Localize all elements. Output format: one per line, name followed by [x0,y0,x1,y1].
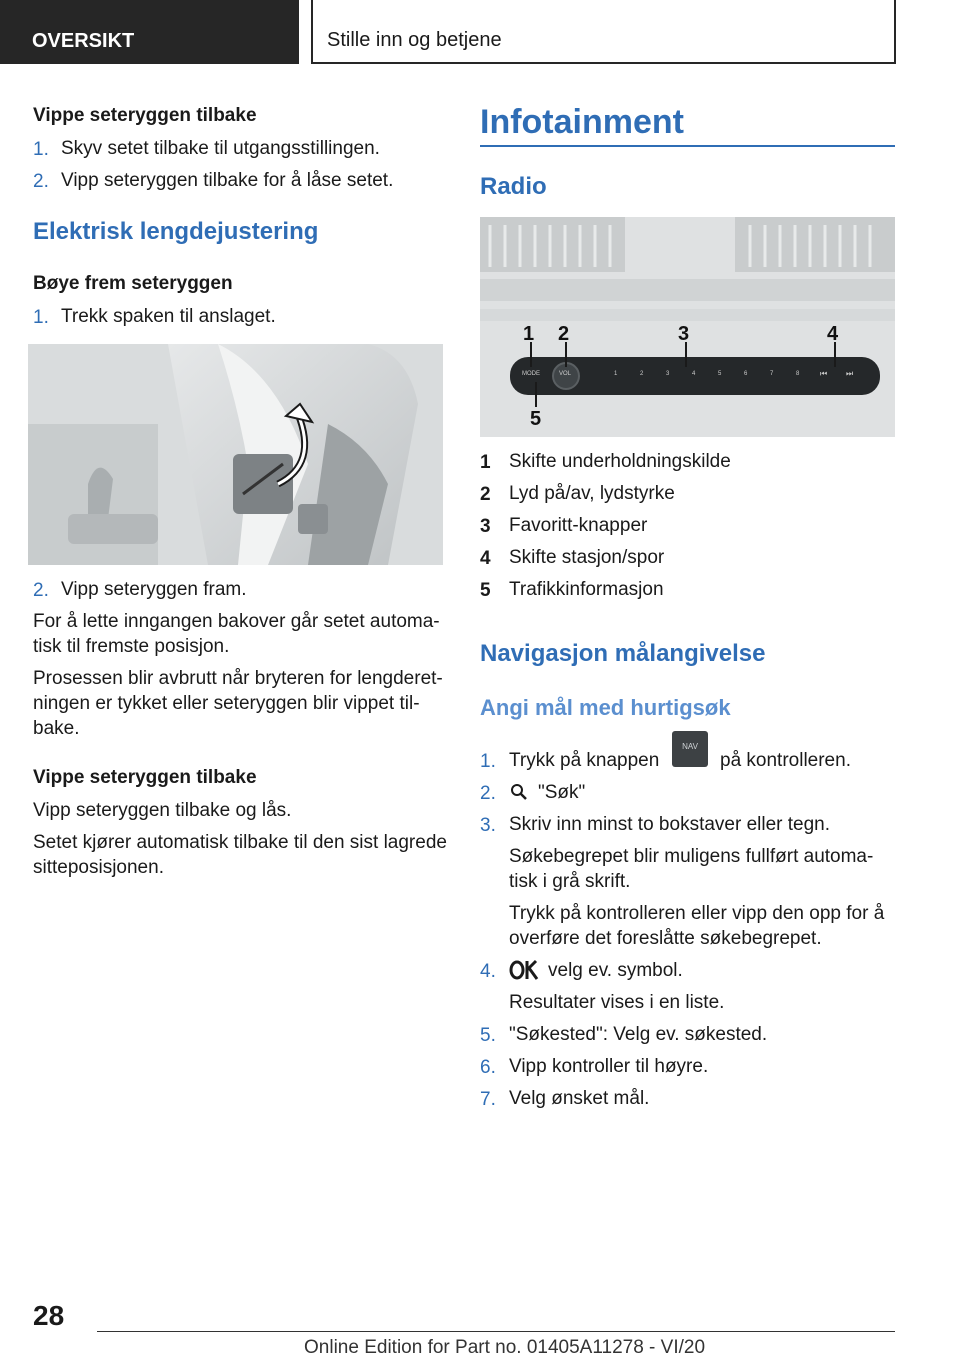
list-number: 1. [480,751,496,772]
list-number: 2. [33,580,49,601]
heading-radio: Radio [480,173,547,200]
mode-button-label: MODE [522,371,540,377]
legend-number: 2 [480,484,491,505]
preset-button: 7 [770,371,774,377]
preset-button: 6 [744,371,748,377]
seat-lever-image [28,344,443,565]
preset-button: 8 [796,371,800,377]
legend-text: Lyd på/av, lydstyrke [509,483,675,504]
legend-number: 5 [480,580,491,601]
legend-number: 1 [480,452,491,473]
list-number: 2. [480,783,496,804]
legend-text: Skifte underholdningskilde [509,451,731,472]
preset-button: 2 [640,371,644,377]
legend-text: Favoritt-knapper [509,515,648,536]
paragraph: Prosessen blir avbrutt når bryteren for lengderet‐ [33,668,443,689]
heading-infotainment: Infotainment [480,103,684,141]
list-item: "Søk" [538,782,586,803]
section-tab: OVERSIKT [0,0,299,64]
list-item: Velg ønsket mål. [509,1088,650,1109]
heading-electric-adjust: Elektrisk lengdejustering [33,218,319,245]
heading-navigation: Navigasjon målangivelse [480,640,766,667]
footer-rule [97,1331,895,1332]
prev-track-icon: ⏮ [820,369,828,378]
legend-text: Skifte stasjon/spor [509,547,665,568]
paragraph: Trykk på kontrolleren eller vipp den opp for å [509,903,885,924]
callout-4: 4 [827,323,839,345]
preset-button: 5 [718,371,722,377]
legend-text: Trafikkinformasjon [509,579,664,600]
preset-button: 1 [614,371,618,377]
list-number: 3. [480,815,496,836]
legend-number: 3 [480,516,491,537]
chapter-title: Stille inn og betjene [311,0,896,64]
callout-3: 3 [678,323,690,345]
callout-5: 5 [530,408,542,430]
preset-button: 4 [692,371,696,377]
list-item: Skriv inn minst to bokstaver eller tegn. [509,814,831,835]
list-number: 1. [33,139,49,160]
paragraph: overføre det foreslåtte søkebegrepet. [509,928,822,949]
list-item: Trykk på knappen [509,750,660,771]
heading-quick-search: Angi mål med hurtigsøk [480,695,731,720]
preset-button: 3 [666,371,670,377]
subheading-tilt-back: Vippe seteryggen tilbake [33,105,257,126]
list-item: velg ev. symbol. [548,960,683,981]
list-number: 4. [480,961,496,982]
nav-button-icon: NAV [672,731,708,767]
paragraph: tisk til fremste posisjon. [33,636,230,657]
legend-number: 4 [480,548,491,569]
subheading-tilt-back-2: Vippe seteryggen tilbake [33,767,257,788]
list-item: Vipp kontroller til høyre. [509,1056,709,1077]
page-number: 28 [33,1300,65,1331]
list-item: Trekk spaken til anslaget. [61,306,276,327]
list-item: "Søkested": Velg ev. søkested. [509,1024,768,1045]
paragraph: Søkebegrepet blir muligens fullført automa‐ [509,846,874,867]
next-track-icon: ⏭ [846,369,854,378]
search-icon [509,782,529,807]
list-number: 1. [33,307,49,328]
list-number: 5. [480,1025,496,1046]
ok-check-icon [509,958,539,987]
list-number: 7. [480,1089,496,1110]
list-number: 2. [33,171,49,192]
callout-1: 1 [523,323,535,345]
list-item: Skyv setet tilbake til utgangsstillingen. [61,138,380,159]
list-number: 6. [480,1057,496,1078]
vol-knob-label: VOL [559,371,572,377]
paragraph: Setet kjører automatisk tilbake til den sist lagrede [33,832,447,853]
paragraph: tisk i grå skrift. [509,871,631,892]
heading-rule [480,145,895,147]
paragraph: sitteposisjonen. [33,857,164,878]
paragraph: Resultater vises i en liste. [509,992,725,1013]
radio-panel-image [480,217,895,437]
subheading-fold-forward: Bøye frem seteryggen [33,273,233,294]
callout-2: 2 [558,323,570,345]
footer-edition: Online Edition for Part no. 01405A11278 - VI/20 [304,1337,706,1358]
list-item: Vipp seteryggen fram. [61,579,247,600]
paragraph: Vipp seteryggen tilbake og lås. [33,800,292,821]
list-item: Vipp seteryggen tilbake for å låse setet. [61,170,394,191]
paragraph: bake. [33,718,80,739]
list-item: på kontrolleren. [720,750,851,771]
paragraph: ningen er tykket eller seteryggen blir vippet til‐ [33,693,420,714]
paragraph: For å lette inngangen bakover går setet automa‐ [33,611,440,632]
